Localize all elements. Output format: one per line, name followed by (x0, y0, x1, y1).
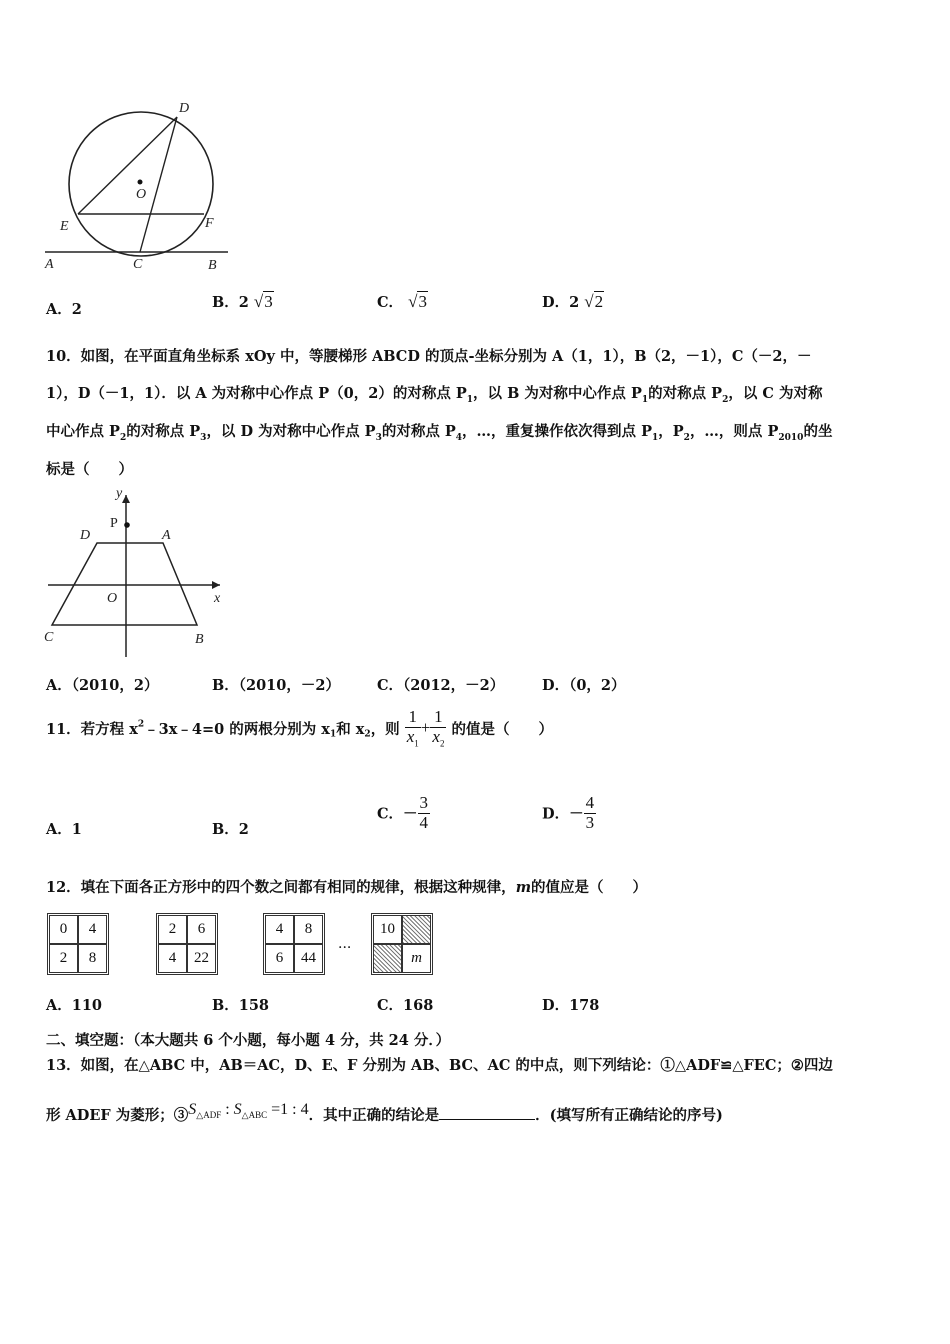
q11-option-a: A．1 (46, 821, 82, 838)
q11-option-b: B．2 (212, 821, 249, 838)
q10-option-d: D．（0，2） (542, 677, 626, 694)
q9-option-b: B．2 √3 (212, 292, 273, 311)
fig9-label-E: E (60, 219, 69, 234)
q10-line-1: 10．如图，在平面直角坐标系 xOy 中，等腰梯形 ABCD 的顶点-坐标分别为 A（1，1），B（2，－1），C（－2，－ (46, 348, 812, 365)
q12-ellipsis: ··· (338, 940, 352, 956)
q11-fraction-1: $\frac{1}{x_1}$ (406, 707, 419, 749)
fig9-label-F: F (205, 216, 214, 231)
fig9-label-D: D (179, 101, 190, 116)
q12-option-c: C．168 (377, 997, 434, 1014)
q10-option-c: C．（2012，－2） (377, 677, 505, 694)
fig10-label-D: D (80, 528, 91, 543)
q10-line-4: 标是（ ） (46, 461, 133, 478)
fig10-label-x: x (214, 591, 221, 606)
q9-circle-figure (40, 100, 240, 275)
q11-option-d: D．－ $\frac{4}{3}$ (542, 793, 595, 832)
q9-option-d: D．2 √2 (542, 292, 604, 311)
q10-line-3: 中心作点 $P_2$的对称点 $P_3$，以 D 为对称中心作点 $P_3$的对称点 $P_4$，…，重复操作依次得到点 $P_1$，$P_2$，…，则点 $P_{2010}$的坐 (46, 423, 833, 443)
q12-square-1: 0 4 2 8 (47, 913, 109, 975)
fig10-label-y: y (116, 486, 123, 501)
section-2-heading: 二、填空题：（本大题共 6 个小题，每小题 4 分，共 24 分．） (46, 1032, 451, 1049)
fig10-label-A: A (162, 528, 171, 543)
q12-question: 12．填在下面各正方形中的四个数之间都有相同的规律，根据这种规律，m的值应是（ ） (46, 879, 648, 896)
fig9-label-C: C (133, 257, 143, 272)
q9-option-a: A．2 (46, 301, 82, 318)
fig9-label-O: O (136, 187, 147, 202)
q11-question: 11．若方程 $x^2﹣3x﹣4=0$ 的两根分别为 $x_1$和 $x_2$，则 $\frac{1}{x_1}$ + $\frac{1}{x_2}$ 的值是（ ） (46, 707, 553, 749)
fig9-label-B: B (208, 258, 217, 273)
q10-option-a: A．（2010，2） (46, 677, 159, 694)
q12-square-3: 4 8 6 44 (263, 913, 325, 975)
q10-option-b: B．（2010，－2） (212, 677, 340, 694)
q13-line-2: 形 ADEF 为菱形；$③S_{\triangle ADF}$ : $S_{\triangle ABC} =1$ : 4．其中正确的结论是 ．(填写所有正确结论的序号) (46, 1101, 723, 1124)
q11-fraction-2: $\frac{1}{x_2}$ (432, 707, 445, 749)
fig10-label-O: O (107, 591, 118, 606)
q10-trapezoid-figure (40, 485, 230, 660)
q12-option-d: D．178 (542, 997, 600, 1014)
q13-line-1: 13．如图，在△ABC 中，AB＝AC，D、E、F 分别为 AB、BC、AC 的中点，则下列结论：①△ADF≌△FEC；②四边 (46, 1057, 833, 1074)
fig10-label-B: B (195, 632, 204, 647)
q9-option-c: C． √3 (377, 292, 427, 311)
q12-option-a: A．110 (46, 997, 103, 1014)
fig10-label-P: P (110, 516, 118, 531)
q12-square-last: 10 m (371, 913, 433, 975)
fig10-label-C: C (44, 630, 54, 645)
q10-line-2: 1），D（－1，1）．以 A 为对称中心作点 P（0，2）的对称点 $P_1$，以 B 为对称中心作点 $P_1$的对称点 $P_2$，以 C 为对称 (46, 385, 823, 405)
q12-square-2: 2 6 4 22 (156, 913, 218, 975)
q13-answer-blank[interactable] (439, 1107, 535, 1120)
q11-option-c: C．－ $\frac{3}{4}$ (377, 793, 429, 832)
q12-option-b: B．158 (212, 997, 270, 1014)
fig9-label-A: A (45, 257, 54, 272)
